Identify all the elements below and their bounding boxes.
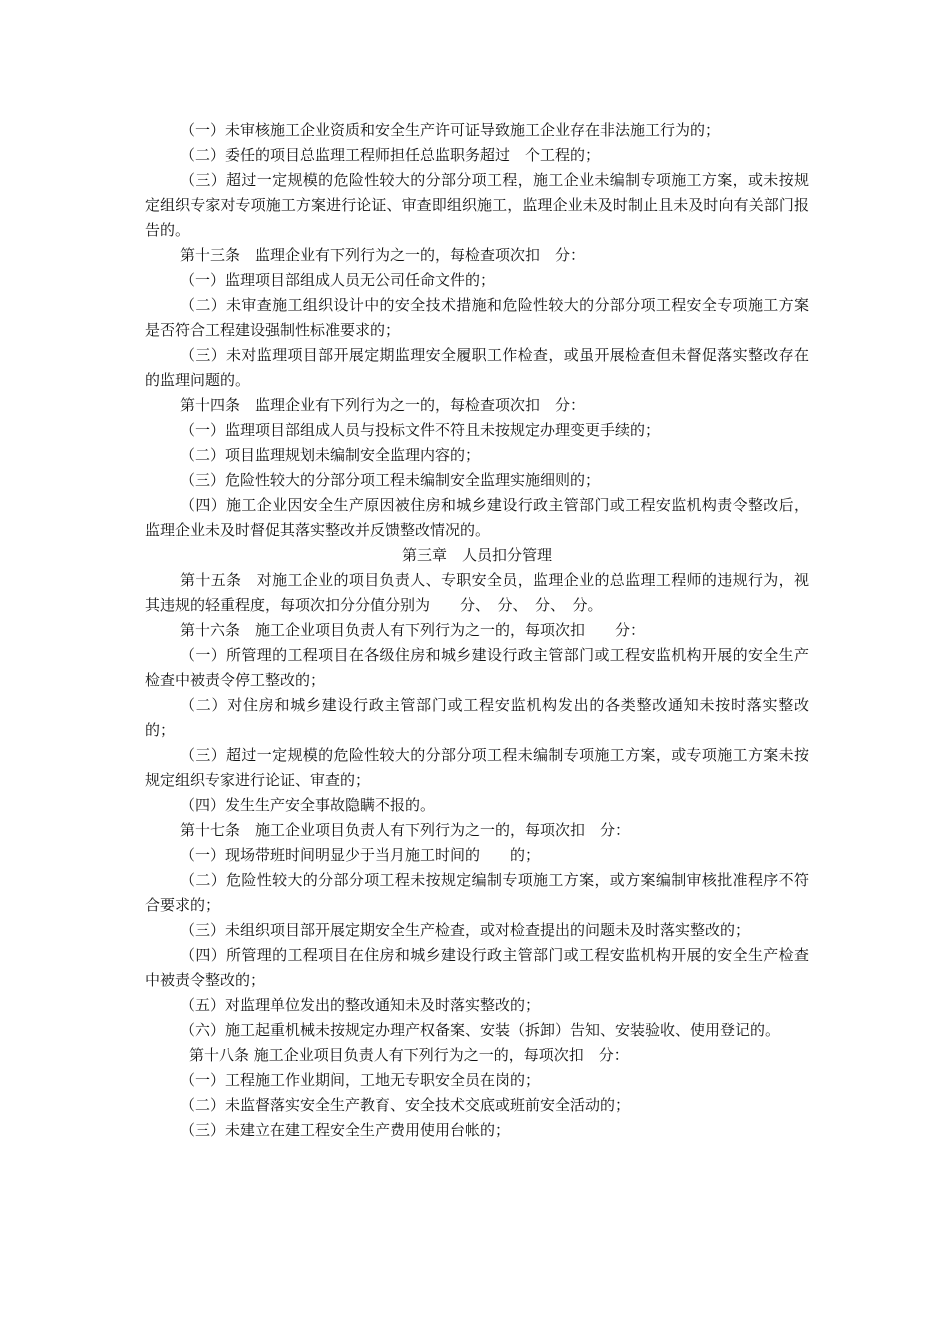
paragraph: （二）对住房和城乡建设行政主管部门或工程安监机构发出的各类整改通知未按时落实整改的；: [145, 696, 809, 739]
paragraph: （二）危险性较大的分部分项工程未按规定编制专项施工方案，或方案编制审核批准程序不符合要求的；: [145, 871, 809, 914]
paragraph: （一）所管理的工程项目在各级住房和城乡建设行政主管部门或工程安监机构开展的安全生产检查中被责令停工整改的；: [145, 646, 809, 689]
document-page: [145, 118, 809, 1143]
article-heading: 第十六条 施工企业项目负责人有下列行为之一的，每项次扣 分：: [180, 621, 646, 639]
article-heading: 第十八条 施工企业项目负责人有下列行为之一的，每项次扣 分：: [189, 1046, 629, 1064]
article-heading: 第十三条 监理企业有下列行为之一的，每检查项次扣 分：: [180, 246, 586, 264]
article-heading: 第十四条 监理企业有下列行为之一的，每检查项次扣 分：: [180, 396, 586, 414]
paragraph: （六）施工起重机械未按规定办理产权备案、安装（拆卸）告知、安装验收、使用登记的。: [180, 1021, 781, 1039]
paragraph: （五）对监理单位发出的整改通知未及时落实整改的；: [180, 996, 541, 1014]
paragraph: （一）未审核施工企业资质和安全生产许可证导致施工企业存在非法施工行为的；: [180, 121, 721, 139]
paragraph: （一）现场带班时间明显少于当月施工时间的 的；: [180, 846, 541, 864]
article-heading: 第十七条 施工企业项目负责人有下列行为之一的，每项次扣 分：: [180, 821, 631, 839]
chapter-title: 第三章 人员扣分管理: [401, 546, 552, 564]
paragraph: （三）未组织项目部开展定期安全生产检查，或对检查提出的问题未及时落实整改的；: [180, 921, 751, 939]
paragraph: （三）未建立在建工程安全生产费用使用台帐的；: [180, 1121, 511, 1139]
paragraph: （一）监理项目部组成人员无公司任命文件的；: [180, 271, 496, 289]
paragraph: （四）所管理的工程项目在住房和城乡建设行政主管部门或工程安监机构开展的安全生产检查中被责令整改的；: [145, 946, 809, 989]
paragraph: （四）施工企业因安全生产原因被住房和城乡建设行政主管部门或工程安监机构责令整改后，监理企业未及时督促其落实整改并反馈整改情况的。: [145, 496, 809, 539]
paragraph: （三）超过一定规模的危险性较大的分部分项工程，施工企业未编制专项施工方案，或未按规定组织专家对专项施工方案进行论证、审查即组织施工，监理企业未及时制止且未及时向有关部门报告的。: [145, 171, 809, 239]
paragraph: （三）未对监理项目部开展定期监理安全履职工作检查，或虽开展检查但未督促落实整改存在的监理问题的。: [145, 346, 809, 389]
paragraph: （二）未审查施工组织设计中的安全技术措施和危险性较大的分部分项工程安全专项施工方案是否符合工程建设强制性标准要求的；: [145, 296, 809, 339]
paragraph: （三）危险性较大的分部分项工程未编制安全监理实施细则的；: [180, 471, 601, 489]
paragraph: （四）发生生产安全事故隐瞒不报的。: [180, 796, 436, 814]
paragraph: （二）委任的项目总监理工程师担任总监职务超过 个工程的；: [180, 146, 601, 164]
paragraph: （三）超过一定规模的危险性较大的分部分项工程未编制专项施工方案，或专项施工方案未按规定组织专家进行论证、审查的；: [145, 746, 809, 789]
paragraph: （二）项目监理规划未编制安全监理内容的；: [180, 446, 481, 464]
paragraph: （二）未监督落实安全生产教育、安全技术交底或班前安全活动的；: [180, 1096, 631, 1114]
paragraph: （一）监理项目部组成人员与投标文件不符且未按规定办理变更手续的；: [180, 421, 661, 439]
paragraph: （一）工程施工作业期间，工地无专职安全员在岗的；: [180, 1071, 541, 1089]
article-heading: 第十五条 对施工企业的项目负责人、专职安全员，监理企业的总监理工程师的违规行为，视其违规的轻重程度，每项次扣分分值分别为 分、 分、 分、 分。: [145, 571, 809, 614]
